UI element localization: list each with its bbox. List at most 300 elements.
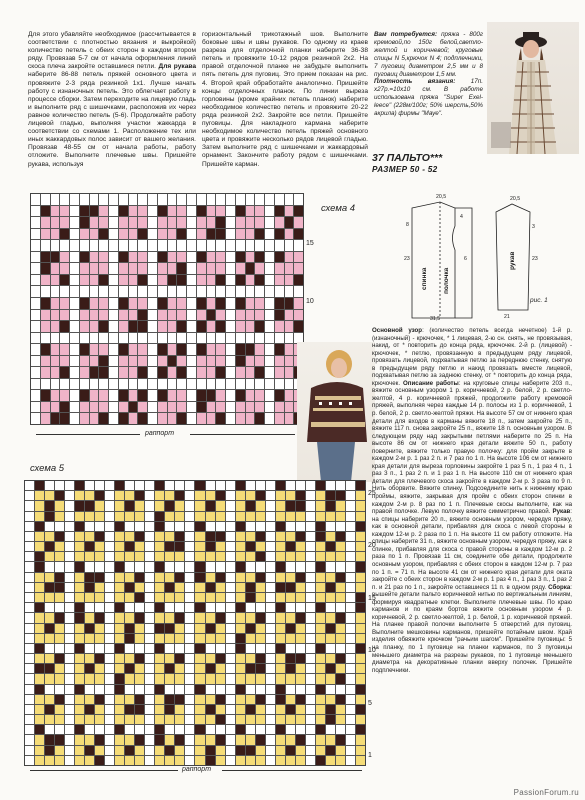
- chart-cell: [226, 695, 235, 704]
- chart-cell: [45, 552, 54, 561]
- chart-cell: [55, 512, 64, 521]
- chart-cell: [145, 501, 154, 510]
- chart-cell: [60, 413, 69, 424]
- chart-cell: [236, 491, 245, 500]
- chart-cell: [346, 705, 355, 714]
- chart-cell: [35, 725, 44, 734]
- assembly-heading: Сборка: [548, 583, 571, 591]
- row-number: 5: [368, 699, 372, 707]
- chart-cell: [45, 654, 54, 663]
- chart-cell: [51, 321, 60, 332]
- chart-cell: [177, 217, 186, 228]
- chart-cell: [129, 229, 138, 240]
- chart-cell: [65, 725, 74, 734]
- chart-cell: [206, 634, 215, 643]
- chart-cell: [80, 263, 89, 274]
- chart-cell: [197, 344, 206, 355]
- chart-cell: [255, 286, 264, 297]
- chart-cell: [197, 286, 206, 297]
- chart-cell: [246, 593, 255, 602]
- chart-cell: [177, 229, 186, 240]
- chart-cell: [125, 542, 134, 551]
- chart-cell: [266, 624, 275, 633]
- chart-cell: [187, 310, 196, 321]
- chart-cell: [125, 583, 134, 592]
- chart-cell: [51, 298, 60, 309]
- chart-cell: [55, 695, 64, 704]
- chart-cell: [246, 206, 255, 217]
- chart-cell: [236, 367, 245, 378]
- chart-cell: [70, 344, 79, 355]
- chart-cell: [119, 356, 128, 367]
- chart-cell: [266, 715, 275, 724]
- chart-cell: [99, 286, 108, 297]
- chart-cell: [125, 593, 134, 602]
- chart-cell: [226, 685, 235, 694]
- chart-cell: [265, 356, 274, 367]
- chart-cell: [175, 491, 184, 500]
- chart-cell: [95, 725, 104, 734]
- chart-cell: [255, 356, 264, 367]
- chart-cell: [129, 356, 138, 367]
- chart-cell: [105, 624, 114, 633]
- chart-cell: [286, 634, 295, 643]
- chart-cell: [206, 593, 215, 602]
- chart-cell: [197, 252, 206, 263]
- chart-cell: [185, 725, 194, 734]
- chart-cell: [207, 217, 216, 228]
- chart-cell: [185, 705, 194, 714]
- chart-cell: [31, 333, 40, 344]
- chart-cell: [31, 390, 40, 401]
- chart-cell: [41, 413, 50, 424]
- chart-cell: [168, 379, 177, 390]
- chart-cell: [35, 552, 44, 561]
- chart-cell: [25, 583, 34, 592]
- chart-cell: [145, 746, 154, 755]
- chart-cell: [256, 735, 265, 744]
- chart-cell: [207, 367, 216, 378]
- chart-cell: [168, 298, 177, 309]
- chart-cell: [197, 321, 206, 332]
- chart-cell: [246, 379, 255, 390]
- watermark: PassionForum.ru: [513, 788, 579, 797]
- chart-cell: [256, 583, 265, 592]
- chart-cell: [195, 735, 204, 744]
- chart-cell: [65, 746, 74, 755]
- chart-cell: [266, 725, 275, 734]
- chart-cell: [265, 379, 274, 390]
- chart-cell: [195, 695, 204, 704]
- row-number: 10: [368, 647, 376, 655]
- chart-cell: [276, 685, 285, 694]
- chart-cell: [31, 321, 40, 332]
- chart-cell: [41, 229, 50, 240]
- chart-cell: [65, 674, 74, 683]
- chart-cell: [316, 603, 325, 612]
- chart-cell: [60, 344, 69, 355]
- chart-cell: [226, 217, 235, 228]
- chart-cell: [326, 532, 335, 541]
- chart-cell: [109, 194, 118, 205]
- chart-cell: [285, 206, 294, 217]
- chart-cell: [356, 481, 365, 490]
- chart-cell: [145, 725, 154, 734]
- chart-cell: [145, 562, 154, 571]
- chart-cell: [165, 624, 174, 633]
- chart-cell: [75, 746, 84, 755]
- chart-cell: [85, 634, 94, 643]
- chart-cell: [207, 310, 216, 321]
- chart-cell: [356, 756, 365, 765]
- chart-cell: [168, 413, 177, 424]
- chart-cell: [119, 321, 128, 332]
- chart-cell: [306, 705, 315, 714]
- chart-cell: [296, 695, 305, 704]
- chart-cell: [356, 552, 365, 561]
- chart-cell: [55, 542, 64, 551]
- chart-cell: [265, 217, 274, 228]
- chart-cell: [60, 298, 69, 309]
- chart-cell: [168, 206, 177, 217]
- chart-cell: [296, 705, 305, 714]
- chart-cell: [207, 379, 216, 390]
- chart-cell: [168, 229, 177, 240]
- chart-cell: [226, 481, 235, 490]
- chart-cell: [168, 333, 177, 344]
- chart-cell: [326, 481, 335, 490]
- chart-cell: [226, 644, 235, 653]
- chart-cell: [276, 715, 285, 724]
- chart-cell: [35, 634, 44, 643]
- chart-cell: [286, 715, 295, 724]
- chart-cell: [70, 275, 79, 286]
- chart-cell: [165, 644, 174, 653]
- chart-cell: [316, 512, 325, 521]
- chart-cell: [275, 356, 284, 367]
- chart-cell: [80, 206, 89, 217]
- chart-cell: [276, 664, 285, 673]
- chart-cell: [236, 240, 245, 251]
- chart-cell: [275, 310, 284, 321]
- chart-cell: [31, 356, 40, 367]
- chart-cell: [177, 298, 186, 309]
- chart-cell: [177, 240, 186, 251]
- chart-cell: [145, 705, 154, 714]
- chart-cell: [346, 573, 355, 582]
- chart-cell: [109, 413, 118, 424]
- chart-cell: [125, 756, 134, 765]
- chart-cell: [306, 501, 315, 510]
- chart-cell: [226, 310, 235, 321]
- chart-cell: [216, 240, 225, 251]
- chart-cell: [70, 413, 79, 424]
- chart-cell: [125, 573, 134, 582]
- chart-cell: [85, 624, 94, 633]
- chart-cell: [175, 624, 184, 633]
- chart-cell: [216, 603, 225, 612]
- chart-cell: [85, 562, 94, 571]
- chart-cell: [206, 491, 215, 500]
- chart-cell: [158, 390, 167, 401]
- chart-cell: [85, 481, 94, 490]
- chart-cell: [246, 725, 255, 734]
- chart-cell: [285, 344, 294, 355]
- chart-cell: [195, 644, 204, 653]
- chart-cell: [246, 252, 255, 263]
- chart-cell: [45, 746, 54, 755]
- chart-cell: [175, 501, 184, 510]
- chart-cell: [109, 402, 118, 413]
- dim-label: 23: [532, 256, 538, 262]
- chart-cell: [285, 379, 294, 390]
- scheme-4-title: схема 4: [321, 203, 356, 214]
- chart-cell: [125, 512, 134, 521]
- chart-cell: [119, 367, 128, 378]
- chart-cell: [158, 356, 167, 367]
- chart-cell: [85, 735, 94, 744]
- chart-cell: [296, 532, 305, 541]
- chart-cell: [266, 695, 275, 704]
- chart-cell: [109, 310, 118, 321]
- chart-cell: [45, 583, 54, 592]
- chart-cell: [75, 634, 84, 643]
- chart-cell: [226, 562, 235, 571]
- chart-cell: [41, 240, 50, 251]
- chart-cell: [65, 735, 74, 744]
- chart-cell: [197, 390, 206, 401]
- chart-cell: [85, 522, 94, 531]
- chart-cell: [207, 252, 216, 263]
- chart-cell: [185, 593, 194, 602]
- chart-cell: [125, 735, 134, 744]
- chart-cell: [266, 654, 275, 663]
- chart-cell: [90, 194, 99, 205]
- chart-cell: [138, 286, 147, 297]
- chart-cell: [175, 583, 184, 592]
- chart-cell: [165, 522, 174, 531]
- chart-cell: [25, 705, 34, 714]
- figure-caption: рис. 1: [530, 297, 548, 304]
- chart-cell: [135, 481, 144, 490]
- chart-cell: [51, 356, 60, 367]
- chart-cell: [105, 552, 114, 561]
- chart-cell: [326, 725, 335, 734]
- chart-cell: [326, 715, 335, 724]
- chart-cell: [135, 735, 144, 744]
- chart-cell: [105, 695, 114, 704]
- chart-cell: [45, 715, 54, 724]
- chart-cell: [80, 310, 89, 321]
- chart-cell: [168, 194, 177, 205]
- chart-cell: [55, 634, 64, 643]
- chart-cell: [226, 715, 235, 724]
- chart-cell: [138, 275, 147, 286]
- chart-cell: [75, 756, 84, 765]
- chart-cell: [195, 715, 204, 724]
- chart-cell: [158, 194, 167, 205]
- chart-cell: [216, 367, 225, 378]
- chart-cell: [275, 252, 284, 263]
- chart-cell: [286, 583, 295, 592]
- chart-cell: [256, 613, 265, 622]
- chart-cell: [197, 217, 206, 228]
- scheme-4-grid: [30, 193, 304, 425]
- chart-cell: [286, 522, 295, 531]
- chart-cell: [55, 562, 64, 571]
- chart-cell: [177, 379, 186, 390]
- chart-cell: [326, 562, 335, 571]
- chart-cell: [236, 583, 245, 592]
- chart-cell: [51, 367, 60, 378]
- chart-cell: [105, 674, 114, 683]
- chart-cell: [216, 522, 225, 531]
- chart-cell: [296, 664, 305, 673]
- chart-cell: [276, 674, 285, 683]
- chart-cell: [75, 512, 84, 521]
- chart-cell: [326, 624, 335, 633]
- chart-cell: [115, 542, 124, 551]
- chart-cell: [80, 333, 89, 344]
- chart-cell: [99, 333, 108, 344]
- chart-cell: [135, 654, 144, 663]
- chart-cell: [294, 217, 303, 228]
- rapport-line: [30, 770, 178, 771]
- chart-cell: [119, 275, 128, 286]
- chart-cell: [216, 725, 225, 734]
- chart-cell: [246, 321, 255, 332]
- chart-cell: [197, 402, 206, 413]
- chart-cell: [109, 356, 118, 367]
- chart-cell: [115, 613, 124, 622]
- chart-cell: [125, 674, 134, 683]
- chart-cell: [226, 286, 235, 297]
- chart-cell: [138, 367, 147, 378]
- chart-cell: [85, 654, 94, 663]
- chart-cell: [187, 379, 196, 390]
- chart-cell: [216, 532, 225, 541]
- chart-cell: [216, 275, 225, 286]
- chart-cell: [177, 194, 186, 205]
- chart-cell: [25, 512, 34, 521]
- chart-cell: [207, 321, 216, 332]
- chart-cell: [65, 685, 74, 694]
- chart-cell: [95, 695, 104, 704]
- chart-cell: [306, 674, 315, 683]
- rapport-line: [190, 434, 295, 435]
- chart-cell: [41, 275, 50, 286]
- chart-cell: [75, 725, 84, 734]
- chart-cell: [25, 603, 34, 612]
- chart-cell: [135, 583, 144, 592]
- chart-cell: [90, 402, 99, 413]
- chart-cell: [85, 583, 94, 592]
- chart-cell: [356, 634, 365, 643]
- chart-cell: [45, 501, 54, 510]
- chart-cell: [25, 573, 34, 582]
- chart-cell: [255, 344, 264, 355]
- chart-cell: [41, 367, 50, 378]
- chart-cell: [206, 613, 215, 622]
- chart-cell: [165, 593, 174, 602]
- chart-cell: [336, 542, 345, 551]
- chart-cell: [216, 562, 225, 571]
- chart-cell: [346, 532, 355, 541]
- chart-cell: [70, 333, 79, 344]
- chart-cell: [85, 685, 94, 694]
- chart-cell: [226, 522, 235, 531]
- chart-cell: [65, 532, 74, 541]
- chart-cell: [236, 402, 245, 413]
- chart-cell: [148, 344, 157, 355]
- chart-cell: [158, 298, 167, 309]
- chart-cell: [70, 217, 79, 228]
- chart-cell: [45, 573, 54, 582]
- chart-cell: [185, 613, 194, 622]
- chart-cell: [148, 356, 157, 367]
- chart-cell: [207, 298, 216, 309]
- chart-cell: [175, 756, 184, 765]
- chart-cell: [216, 674, 225, 683]
- chart-cell: [276, 695, 285, 704]
- chart-cell: [80, 390, 89, 401]
- chart-cell: [265, 286, 274, 297]
- chart-cell: [275, 321, 284, 332]
- chart-cell: [85, 593, 94, 602]
- chart-cell: [165, 613, 174, 622]
- chart-cell: [286, 654, 295, 663]
- chart-cell: [296, 735, 305, 744]
- chart-cell: [175, 634, 184, 643]
- chart-cell: [285, 275, 294, 286]
- chart-cell: [336, 664, 345, 673]
- chart-cell: [25, 481, 34, 490]
- chart-cell: [135, 685, 144, 694]
- chart-cell: [90, 298, 99, 309]
- chart-cell: [226, 674, 235, 683]
- chart-cell: [286, 756, 295, 765]
- chart-cell: [51, 194, 60, 205]
- dim-label: 8: [406, 222, 409, 228]
- chart-cell: [294, 252, 303, 263]
- chart-cell: [99, 229, 108, 240]
- chart-cell: [145, 715, 154, 724]
- chart-cell: [115, 562, 124, 571]
- chart-cell: [216, 542, 225, 551]
- chart-cell: [45, 542, 54, 551]
- chart-cell: [95, 573, 104, 582]
- chart-cell: [35, 573, 44, 582]
- chart-cell: [195, 501, 204, 510]
- chart-cell: [125, 562, 134, 571]
- chart-cell: [207, 286, 216, 297]
- chart-cell: [265, 390, 274, 401]
- chart-cell: [306, 644, 315, 653]
- chart-cell: [125, 491, 134, 500]
- chart-cell: [266, 756, 275, 765]
- chart-cell: [35, 685, 44, 694]
- chart-cell: [285, 356, 294, 367]
- chart-cell: [95, 756, 104, 765]
- chart-cell: [90, 390, 99, 401]
- chart-cell: [236, 624, 245, 633]
- chart-cell: [105, 705, 114, 714]
- chart-cell: [177, 333, 186, 344]
- chart-cell: [336, 522, 345, 531]
- chart-cell: [60, 310, 69, 321]
- chart-cell: [207, 344, 216, 355]
- chart-cell: [45, 725, 54, 734]
